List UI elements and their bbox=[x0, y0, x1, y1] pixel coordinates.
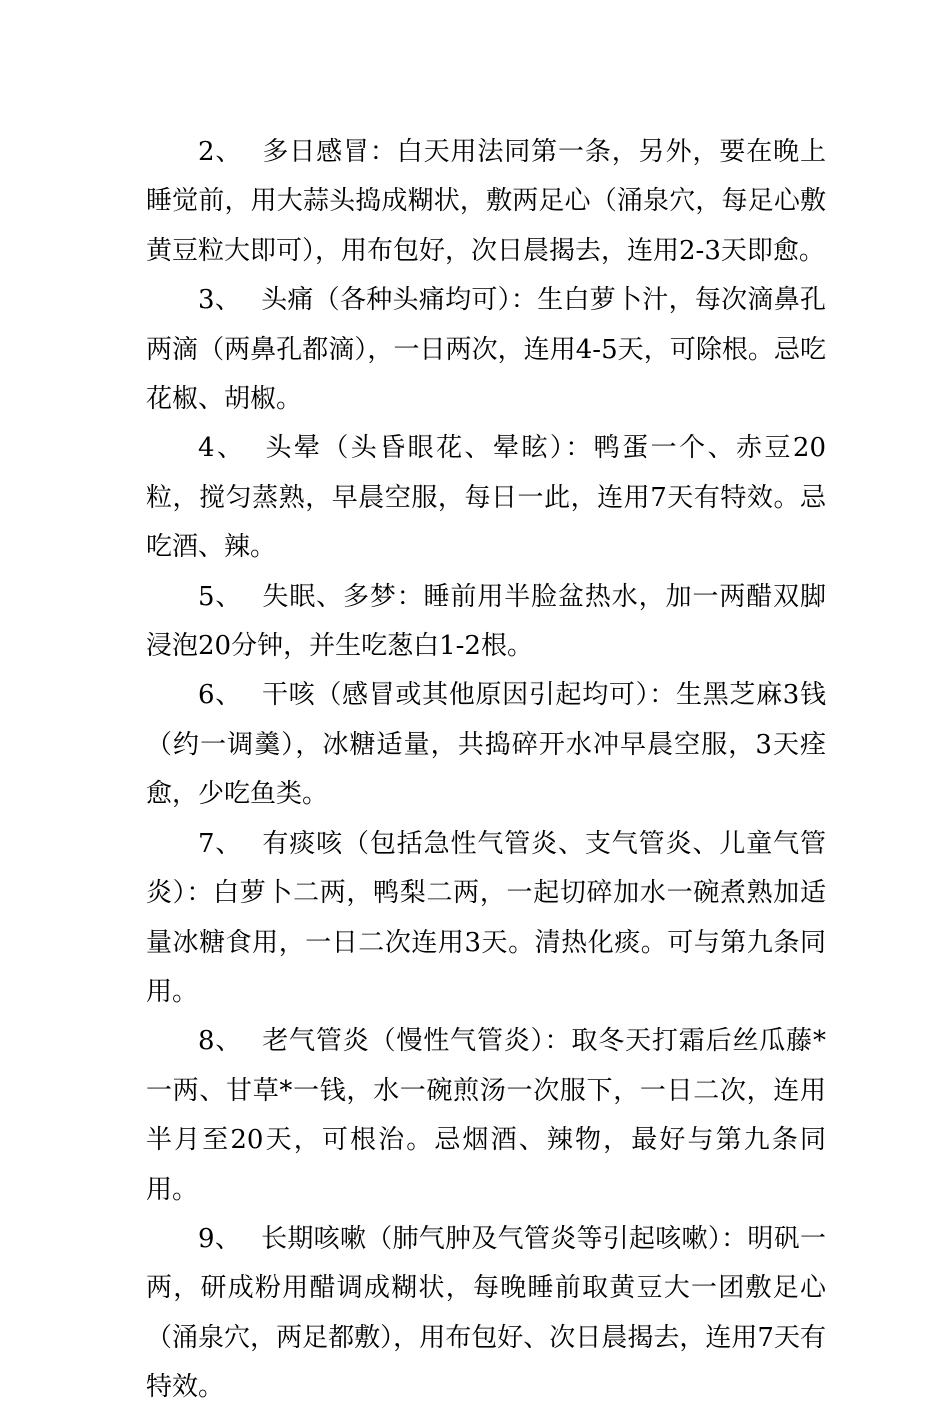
paragraph-text: 失眠、多梦：睡前用半脸盆热水，加一两醋双脚浸泡20分钟，并生吃葱白1-2根。 bbox=[146, 581, 826, 662]
paragraph-number: 5、 bbox=[198, 581, 243, 612]
paragraph-number: 4、 bbox=[198, 433, 246, 464]
paragraph-text: 多日感冒：白天用法同第一条，另外，要在晚上睡觉前，用大蒜头捣成糊状，敷两足心（涌泉穴，每足心敷黄豆粒大即可），用布包好，次日晨揭去，连用2-3天即愈。 bbox=[146, 137, 826, 266]
paragraph-item-6 bbox=[146, 671, 826, 819]
body-text bbox=[146, 128, 826, 1413]
paragraph-item-5 bbox=[146, 573, 826, 672]
paragraph-item-2 bbox=[146, 128, 826, 276]
paragraph-number: 7、 bbox=[198, 828, 243, 859]
paragraph-item-4 bbox=[146, 424, 826, 572]
paragraph-number: 9、 bbox=[198, 1223, 242, 1254]
paragraph-number: 2、 bbox=[198, 137, 243, 167]
paragraph-text: 长期咳嗽（肺气肿及气管炎等引起咳嗽）：明矾一两，研成粉用醋调成糊状，每晚睡前取黄豆大一团敷足心（涌泉穴，两足都敷），用布包好、次日晨揭去，连用7天有特效。 bbox=[146, 1223, 826, 1403]
paragraph-item-8 bbox=[146, 1017, 826, 1215]
paragraph-number: 3、 bbox=[198, 285, 242, 316]
paragraph-text: 头痛（各种头痛均可）：生白萝卜汁，每次滴鼻孔两滴（两鼻孔都滴），一日两次，连用4-5天，可除根。忌吃花椒、胡椒。 bbox=[146, 285, 826, 415]
paragraph-item-7 bbox=[146, 820, 826, 1018]
paragraph-number: 8、 bbox=[198, 1026, 243, 1057]
paragraph-text: 头晕（头昏眼花、晕眩）：鸭蛋一个、赤豆20粒，搅匀蒸熟，早晨空服，每日一此，连用7天有特效。忌吃酒、辣。 bbox=[146, 433, 826, 563]
paragraph-text: 有痰咳（包括急性气管炎、支气管炎、儿童气管炎）：白萝卜二两，鸭梨二两，一起切碎加水一碗煮熟加适量冰糖食用，一日二次连用3天。清热化痰。可与第九条同用。 bbox=[146, 828, 826, 1007]
paragraph-text: 干咳（感冒或其他原因引起均可）：生黑芝麻3钱（约一调羹），冰糖适量，共捣碎开水冲早晨空服，3天痊愈，少吃鱼类。 bbox=[146, 680, 827, 810]
paragraph-text: 老气管炎（慢性气管炎）：取冬天打霜后丝瓜藤*一两、甘草*一钱，水一碗煎汤一次服下，一日二次，连用半月至20天，可根治。忌烟酒、辣物，最好与第九条同用。 bbox=[146, 1026, 826, 1205]
paragraph-item-9 bbox=[146, 1215, 826, 1413]
paragraph-number: 6、 bbox=[198, 680, 242, 711]
paragraph-item-3 bbox=[146, 276, 826, 424]
